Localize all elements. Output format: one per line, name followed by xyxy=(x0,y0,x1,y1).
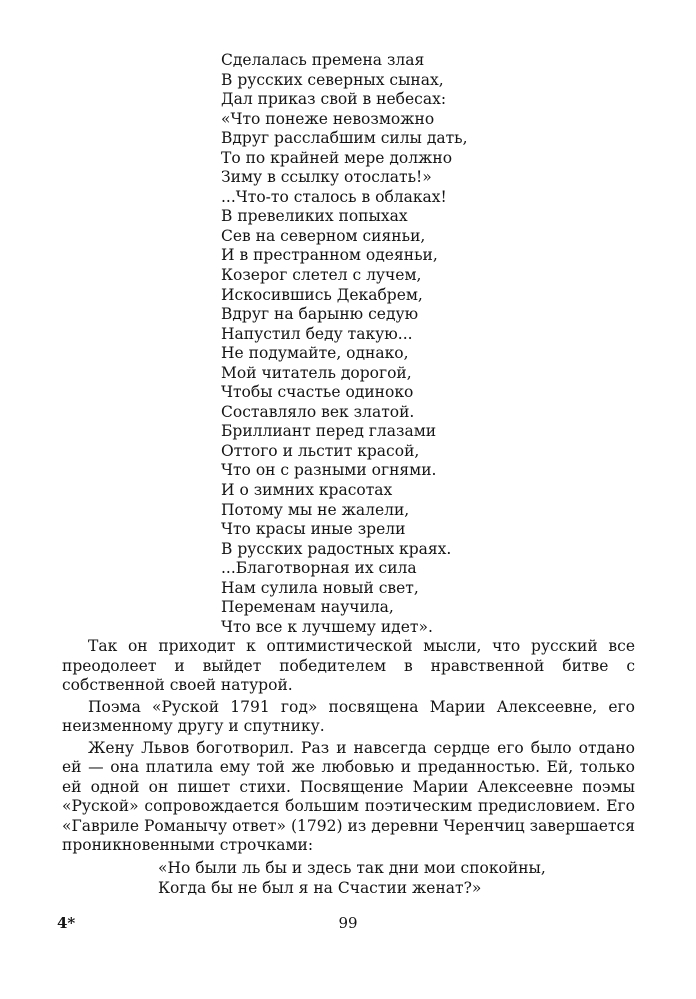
poem-line: ...Что-то сталось в облаках! xyxy=(221,187,447,206)
poem-line: И в престранном одеяньи, xyxy=(221,246,438,265)
page-number: 99 xyxy=(338,914,358,932)
poem-line: В превеликих попыхах xyxy=(221,207,408,226)
poem-block xyxy=(221,51,468,637)
poem-line: Сев на северном сияньи, xyxy=(221,226,426,245)
poem-line: Дал приказ свой в небесах: xyxy=(221,90,447,109)
poem-line: Напустил беду такую... xyxy=(221,324,413,343)
poem-line: Вдруг расслабшим силы дать, xyxy=(221,129,468,148)
poem-line: Что он с разными огнями. xyxy=(221,461,437,480)
poem-line: Мой читатель дорогой, xyxy=(221,363,412,382)
quoted-verse xyxy=(158,859,546,898)
poem-line: В русских северных сынах, xyxy=(221,70,444,89)
poem-line: Что красы иные зрели xyxy=(221,520,406,539)
quote-line: «Но были ль бы и здесь так дни мои спокойны, xyxy=(158,859,546,877)
poem-line: Что все к лучшему идет». xyxy=(221,617,433,636)
poem-line: Чтобы счастье одиноко xyxy=(221,383,414,402)
body-text xyxy=(62,637,635,856)
quote-line: Когда бы не был я на Счастии женат?» xyxy=(158,878,482,897)
poem-line: В русских радостных краях. xyxy=(221,539,452,558)
poem-line: Козерог слетел с лучем, xyxy=(221,266,422,285)
poem-line: Нам сулила новый свет, xyxy=(221,578,419,597)
poem-line: Переменам научила, xyxy=(221,598,394,617)
poem-line: Искосившись Декабрем, xyxy=(221,285,423,304)
paragraph: Так он приходит к оптимистической мысли, что русский все преодолеет и выйдет победителем в нравственной битве с собственной своей натурой. xyxy=(62,637,635,694)
poem-line: Не подумайте, однако, xyxy=(221,344,409,363)
poem-line: Сделалась премена злая xyxy=(221,51,425,69)
poem-line: Составляло век златой. xyxy=(221,402,415,421)
poem-line: То по крайней мере должно xyxy=(221,148,453,167)
poem-line: Вдруг на барыню седую xyxy=(221,305,419,324)
poem-line: «Что понеже невозможно xyxy=(221,109,435,128)
poem-line: Оттого и льстит красой, xyxy=(221,441,420,460)
paragraph: Жену Львов боготворил. Раз и навсегда сердце его было отдано ей — она платила ему той же любовью и преданностью. Ей, только ей одной он пишет стихи. Посвящение Марии Алексеевне поэмы «Руской» сопровождается большим поэтическим предисловием. Его «Гавриле Романычу ответ» (1792) из деревни Черенчиц завершается проникновенными строчками: xyxy=(62,738,635,854)
poem-line: Бриллиант перед глазами xyxy=(221,422,437,441)
poem-line: ...Благотворная их сила xyxy=(221,559,417,578)
paragraph: Поэма «Руской 1791 год» посвящена Марии Алексеевне, его неизменному другу и спутнику. xyxy=(62,697,635,735)
poem-line: Потому мы не жалели, xyxy=(221,500,410,519)
poem-line: Зиму в ссылку отослать!» xyxy=(221,168,432,187)
signature-mark: 4* xyxy=(57,914,76,932)
poem-line: И о зимних красотах xyxy=(221,481,393,500)
